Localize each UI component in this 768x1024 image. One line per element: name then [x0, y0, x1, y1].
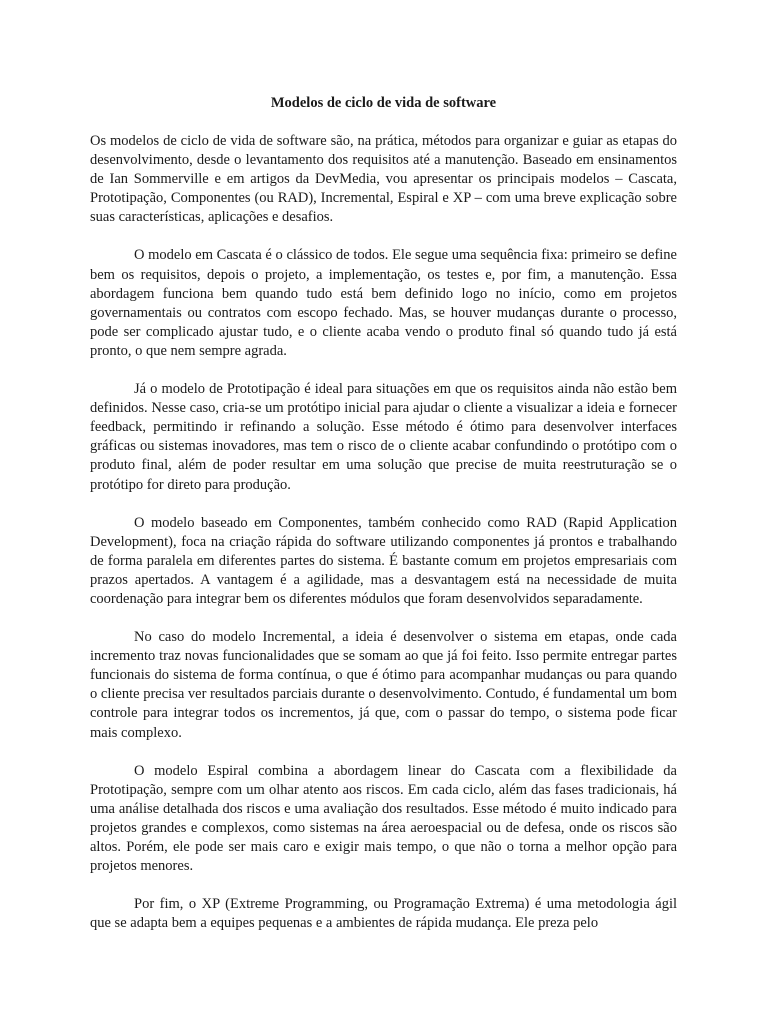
paragraph-cascata: O modelo em Cascata é o clássico de todos. Ele segue uma sequência fixa: primeiro se define bem os requisitos, depois o projeto, a implementação, os testes e, por fim, a manutenção. Essa abordagem funciona bem quando tudo está bem definido logo no início, como em projetos governamentais ou contratos com escopo fechado. Mas, se houver mudanças durante o processo, pode ser complicado ajustar tudo, e o cliente acaba vendo o produto final só quando tudo já está pronto, o que nem sempre agrada. — [90, 247, 677, 359]
paragraph-incremental: No caso do modelo Incremental, a ideia é desenvolver o sistema em etapas, onde cada incremento traz novas funcionalidades que se somam ao que já foi feito. Isso permite entregar partes funcionais do sistema de forma contínua, o que é ótimo para acompanhar mudanças ou para quando o cliente precisa ver resultados parciais durante o desenvolvimento. Contudo, é fundamental um bom controle para integrar todos os incrementos, já que, com o passar do tempo, o sistema pode ficar mais complexo. — [90, 629, 677, 741]
paragraph-intro: Os modelos de ciclo de vida de software são, na prática, métodos para organizar e guiar as etapas do desenvolvimento, desde o levantamento dos requisitos até a manutenção. Baseado em ensinamentos de Ian Sommerville e em artigos da DevMedia, vou apresentar os principais modelos – Cascata, Prototipação, Componentes (ou RAD), Incremental, Espiral e XP – com uma breve explicação sobre suas características, aplicações e desafios. — [90, 133, 677, 226]
document-title: Modelos de ciclo de vida de software — [270, 95, 497, 111]
paragraph-prototipacao: Já o modelo de Prototipação é ideal para situações em que os requisitos ainda não estão bem definidos. Nesse caso, cria-se um protótipo inicial para ajudar o cliente a visualizar a ideia e fornecer feedback, permitindo ir refinando a solução. Esse método é ótimo para desenvolver interfaces gráficas ou sistemas inovadores, mas tem o risco de o cliente acabar confundindo o protótipo com o produto final, além de poder resultar em uma solução que precise de muita reestruturação se o protótipo for direto para produção. — [90, 381, 677, 493]
document-body — [90, 94, 677, 952]
paragraph-componentes: O modelo baseado em Componentes, também conhecido como RAD (Rapid Application Development), foca na criação rápida do software utilizando componentes já prontos e trabalhando de forma paralela em diferentes partes do sistema. É bastante comum em projetos empresariais com prazos apertados. A vantagem é a agilidade, mas a desvantagem está na necessidade de muita coordenação para integrar bem os diferentes módulos que foram desenvolvidos separadamente. — [90, 514, 677, 607]
paragraph-espiral: O modelo Espiral combina a abordagem linear do Cascata com a flexibilidade da Prototipação, sempre com um olhar atento aos riscos. Em cada ciclo, além das fases tradicionais, há uma análise detalhada dos riscos e uma avaliação dos resultados. Esse método é muito indicado para projetos grandes e complexos, como sistemas na área aeroespacial ou de defesa, onde os riscos são altos. Porém, ele pode ser mais caro e exigir mais tempo, o que não o torna a melhor opção para projetos menores. — [90, 762, 677, 875]
paragraph-xp: Por fim, o XP (Extreme Programming, ou Programação Extrema) é uma metodologia ágil que se adapta bem a equipes pequenas e a ambientes de rápida mudança. Ele preza pelo — [90, 896, 677, 932]
